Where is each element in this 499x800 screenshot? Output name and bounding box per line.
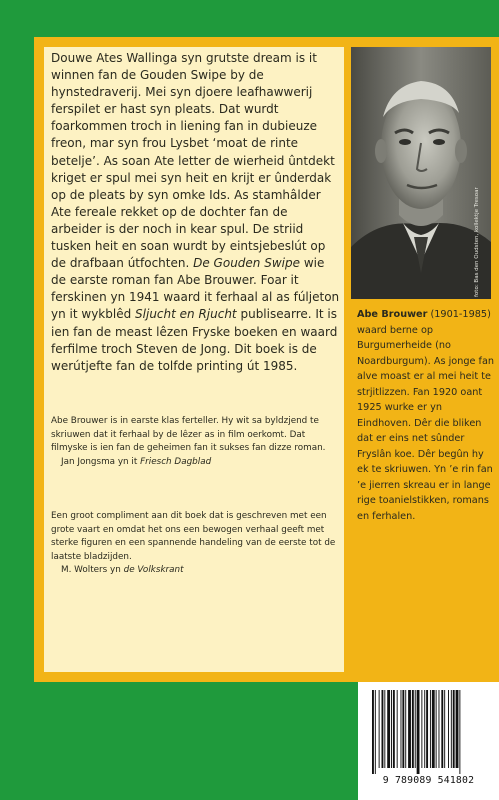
barcode-bar [453, 690, 455, 768]
barcode-bar [393, 690, 395, 768]
barcode-bar [382, 690, 384, 768]
barcode-bar [408, 690, 411, 768]
barcode-bar [459, 690, 460, 774]
author-bio [357, 307, 495, 524]
barcode-bar [401, 690, 402, 768]
barcode-bar [426, 690, 428, 768]
review-quote-2 [51, 510, 341, 578]
review-1-author: Jan Jongsma yn it [61, 456, 138, 467]
blurb-part-3: publisearre. It is ien fan de meast lêzen Fryske boeken en waard ferfilme troch Steven de Jong. Dit boek is de werútjefte fan de tolfde printing út 1985. [51, 307, 338, 373]
barcode-bar [439, 690, 440, 768]
author-photo [351, 47, 491, 299]
barcode-bar [432, 690, 435, 768]
review-2-author: M. Wolters yn [61, 565, 121, 575]
review-1-source: Friesch Dagblad [140, 456, 212, 467]
blurb-text [51, 50, 341, 375]
barcode-bar [456, 690, 459, 768]
blurb-book-title: De Gouden Swipe [193, 256, 300, 271]
blurb-magazine-title: Sljucht en Rjucht [135, 307, 237, 322]
review-2-source: de Volkskrant [123, 565, 184, 575]
barcode-bar [441, 690, 443, 768]
barcode-image [370, 690, 487, 774]
barcode-bar [424, 690, 425, 768]
barcode-bar [387, 690, 390, 768]
barcode-bar [451, 690, 452, 768]
author-bio-text: (1901-1985) waard berne op Burgumerheide (no Noardburgum). As jonge fan alve moast er al mei heit te strjitlizzen. Fan 1920 oant 1925 wurke er yn Eindhoven. Dêr die bliken dat er eins net sûnder Fryslân koe. Dêr begûn hy ek te skriuwen. Yn ’e rin fan ’e jierren skreau er in lange rige toanielstikken, romans en ferhalen. [357, 309, 495, 522]
author-portrait-image [351, 47, 491, 299]
author-name: Abe Brouwer [357, 309, 428, 320]
barcode-bar [402, 690, 404, 768]
review-2-quote: Een groot compliment aan dit boek dat is geschreven met een grote vaart en omdat het ons een bewogen verhaal geeft met sterke figuren en een spannende handeling van de eerste tot de laatste bladzijden. [51, 511, 336, 562]
barcode-bar [405, 690, 406, 768]
barcode-bar [421, 690, 422, 768]
blurb-part-2: wie de earste roman fan Abe Brouwer. Foar it ferskinen yn 1941 waard it ferhaal al as fúljeton yn it wykblêd [51, 256, 340, 322]
blurb-part-1: Douwe Ates Wallinga syn grutste dream is it winnen fan de Gouden Swipe by de hynstedraverij. Mei syn djoere leafhawwerij ferspilet er hast syn pleats. Dat wurdt foarkommen troch in liening fan in dubieuze freon, mar syn frou Lysbet ‘moat de rinte betelje’. As soan Ate letter de wierheid ûntdekt kriget er spul mei syn heit en krijt er ûnderdak op de pleats by syn omke Ids. As stamhâlder Ate fereale rekket op de dochter fan de arbeider is der noch in kear spul. De striid tusken heit en soan wurdt by eintsjebeslút op de drafbaan útfochten. [51, 51, 335, 271]
barcode-bar [379, 690, 380, 768]
barcode-bar [417, 690, 420, 774]
barcode-bar [375, 690, 376, 774]
barcode-bar [415, 690, 416, 768]
barcode-bar [444, 690, 445, 768]
barcode-bar [412, 690, 414, 768]
review-1-attribution [51, 456, 341, 470]
barcode-bar [372, 690, 374, 774]
barcode-bar [391, 690, 392, 768]
barcode-bar [436, 690, 437, 768]
isbn-number: 9 789089 541802 [382, 775, 475, 786]
review-1-quote: Abe Brouwer is in earste klas ferteller. Hy wit sa byldzjend te skriuwen dat it ferhaal by de lêzer as in film oerkomt. Dat filmyske is ien fan de geheimen fan it sukses fan dizze roman. [51, 416, 326, 453]
barcode-bar [384, 690, 385, 768]
review-2-attribution [51, 564, 341, 578]
barcode-bar [397, 690, 398, 768]
barcode-bar [448, 690, 449, 768]
photo-credit: foto: Bas den Oudsten, kollektje Tresoar [474, 187, 480, 297]
review-quote-1 [51, 415, 341, 469]
barcode-bar [430, 690, 431, 768]
